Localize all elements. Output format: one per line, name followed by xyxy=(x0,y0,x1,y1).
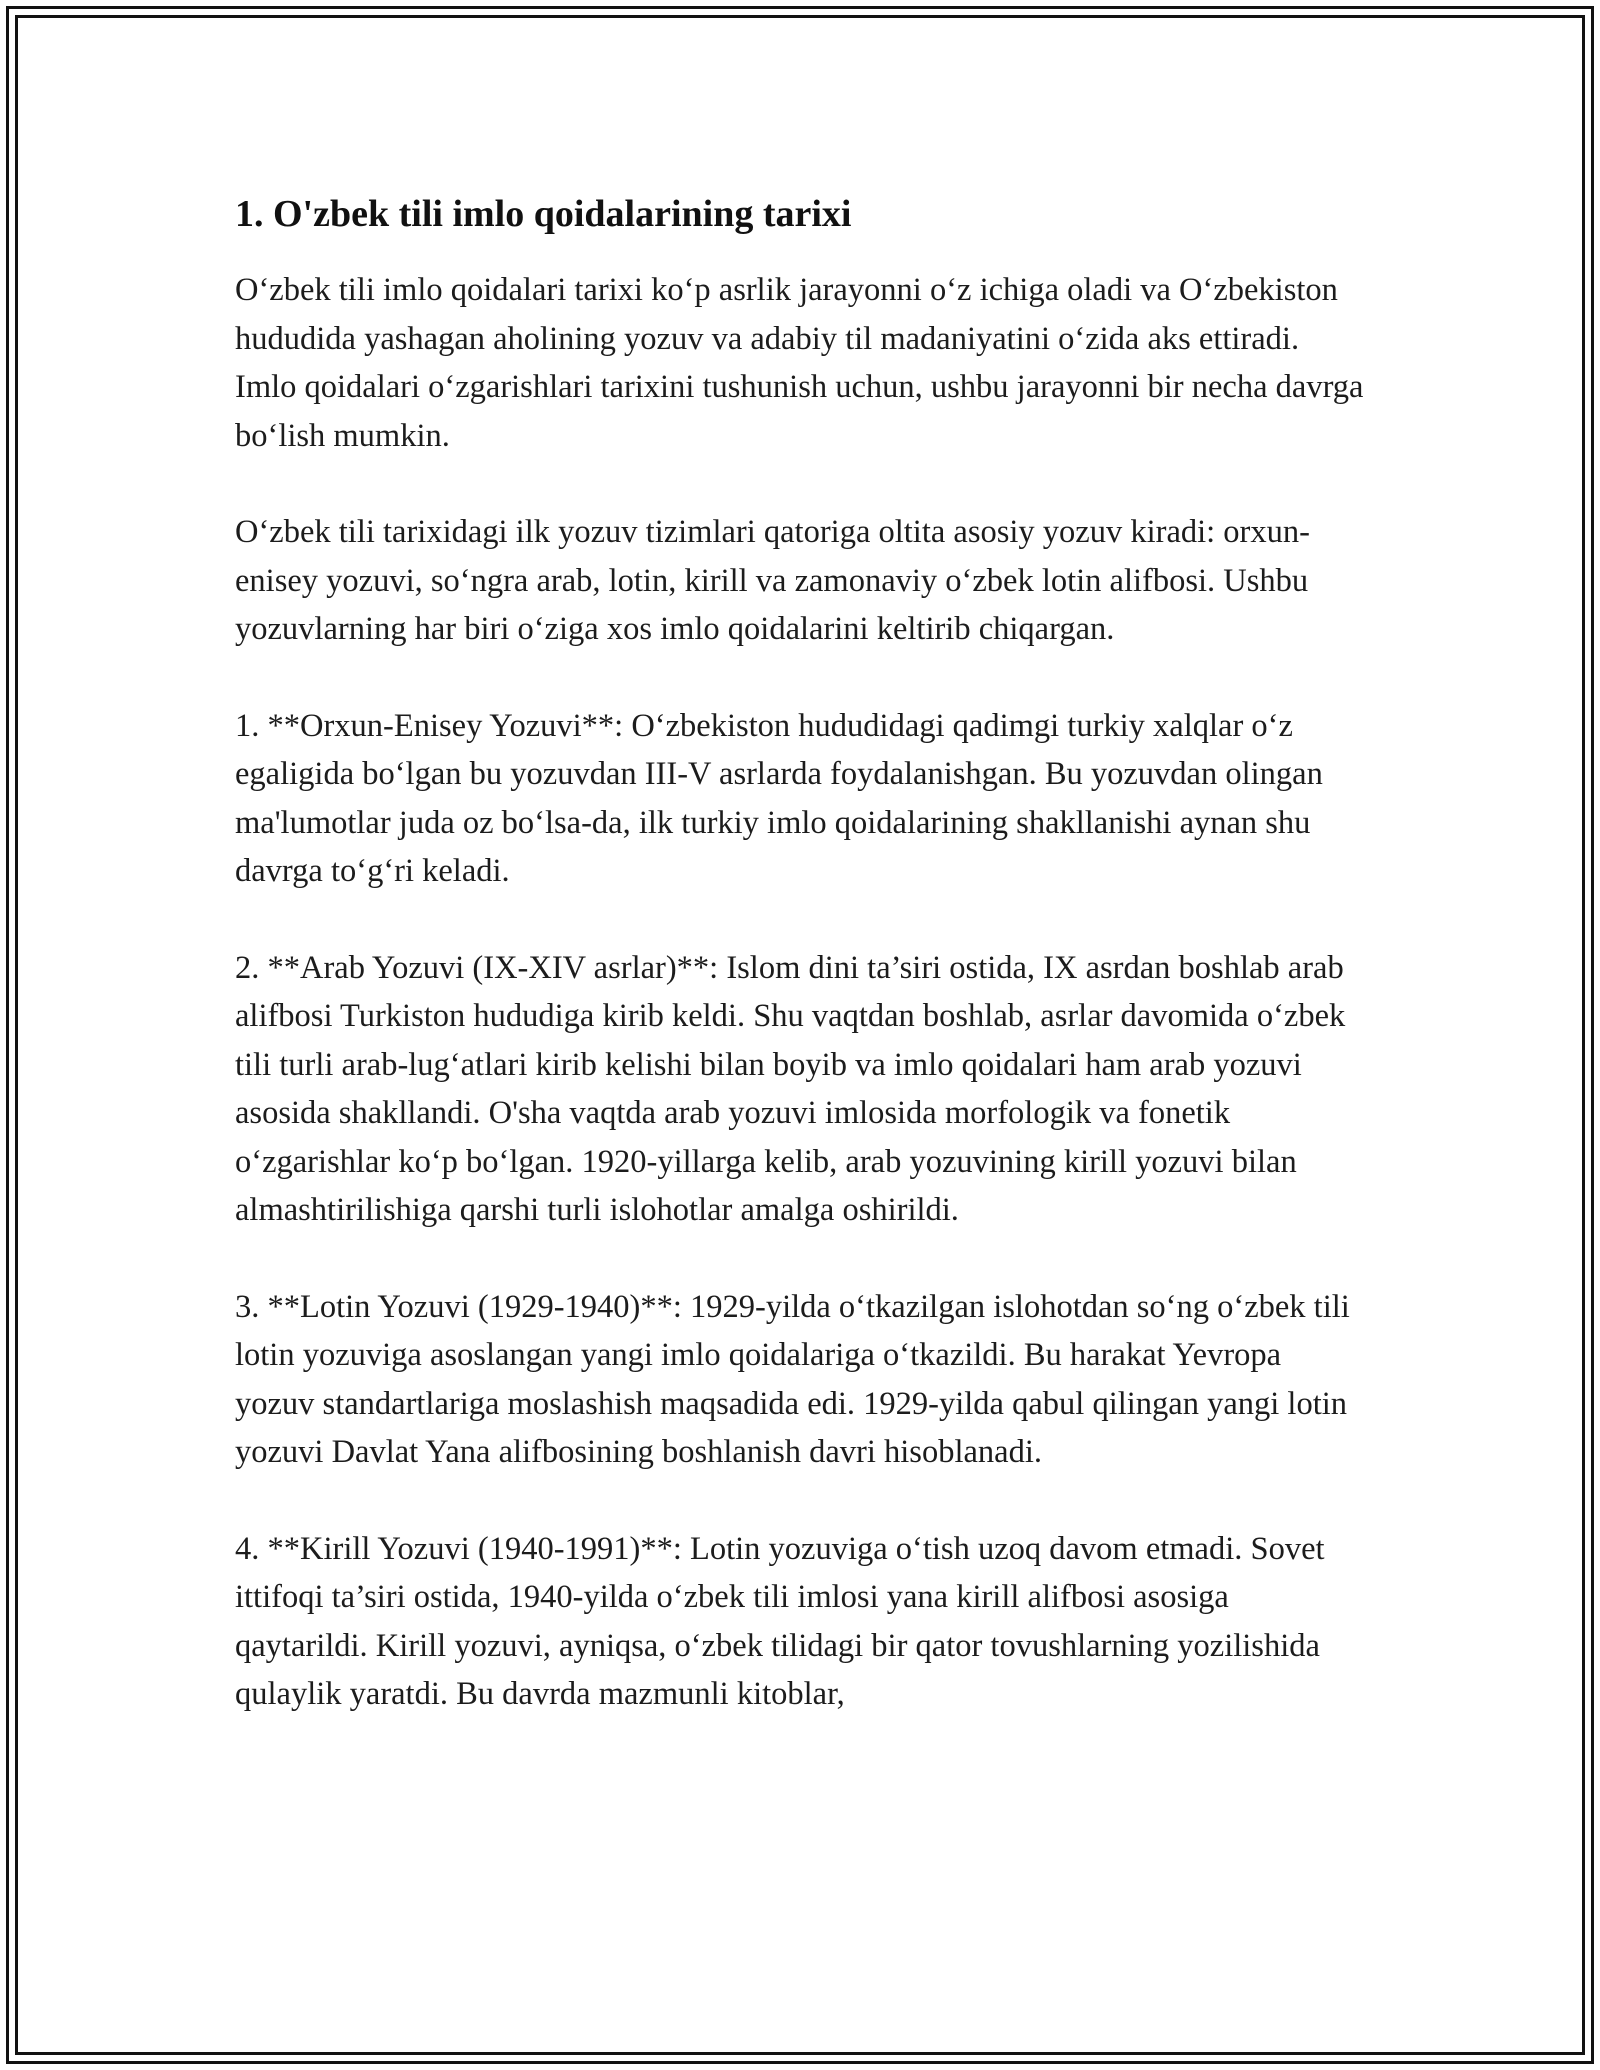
paragraph-intro: O‘zbek tili imlo qoidalari tarixi ko‘p asrlik jarayonni o‘z ichiga oladi va O‘zbekiston hududida yashagan aholining yozuv va adabiy til madaniyatini o‘zida aks ettiradi. Imlo qoidalari o‘zgarishlari tarixini tushunish uchun, ushbu jarayonni bir necha davrga bo‘lish mumkin. xyxy=(235,272,1364,454)
paragraph-writing-systems: O‘zbek tili tarixidagi ilk yozuv tizimlari qatoriga oltita asosiy yozuv kiradi: orxun-enisey yozuvi, so‘ngra arab, lotin, kirill va zamonaviy o‘zbek lotin alifbosi. Ushbu yozuvlarning har biri o‘ziga xos imlo qoidalarini keltirib chiqargan. xyxy=(235,514,1310,647)
paragraph-orkhon-yenisei: 1. **Orxun-Enisey Yozuvi**: O‘zbekiston hududidagi qadimgi turkiy xalqlar o‘z egaligida bo‘lgan bu yozuvdan III-V asrlarda foydalanishgan. Bu yozuvdan olingan ma'lumotlar juda oz bo‘lsa-da, ilk turkiy imlo qoidalarining shakllanishi aynan shu davrga to‘g‘ri keladi. xyxy=(235,707,1323,889)
section-title: 1. O'zbek tili imlo qoidalarining tarixi xyxy=(235,193,852,235)
paragraph-latin-script: 3. **Lotin Yozuvi (1929-1940)**: 1929-yilda o‘tkazilgan islohotdan so‘ng o‘zbek tili lotin yozuviga asoslangan yangi imlo qoidalariga o‘tkazildi. Bu harakat Yevropa yozuv standartlariga moslashish maqsadida edi. 1929-yilda qabul qilingan yangi lotin yozuvi Davlat Yana alifbosining boshlanish davri hisoblanadi. xyxy=(235,1288,1350,1470)
paragraph-arabic-script: 2. **Arab Yozuvi (IX-XIV asrlar)**: Islom dini ta’siri ostida, IX asrdan boshlab arab alifbosi Turkiston hududiga kirib keldi. Shu vaqtdan boshlab, asrlar davomida o‘zbek tili turli arab-lug‘atlari kirib kelishi bilan boyib va imlo qoidalari ham arab yozuvi asosida shakllandi. O'sha vaqtda arab yozuvi imlosida morfologik va fonetik o‘zgarishlar ko‘p bo‘lgan. 1920-yillarga kelib, arab yozuvining kirill yozuvi bilan almashtirilishiga qarshi turli islohotlar amalga oshirildi. xyxy=(235,949,1346,1228)
document-body xyxy=(235,188,1365,1767)
paragraph-cyrillic-script: 4. **Kirill Yozuvi (1940-1991)**: Lotin yozuviga o‘tish uzoq davom etmadi. Sovet ittifoqi ta’siri ostida, 1940-yilda o‘zbek tili imlosi yana kirill alifbosi asosiga qaytarildi. Kirill yozuvi, ayniqsa, o‘zbek tilidagi bir qator tovushlarning yozilishida qulaylik yaratdi. Bu davrda mazmunli kitoblar, xyxy=(235,1530,1325,1712)
